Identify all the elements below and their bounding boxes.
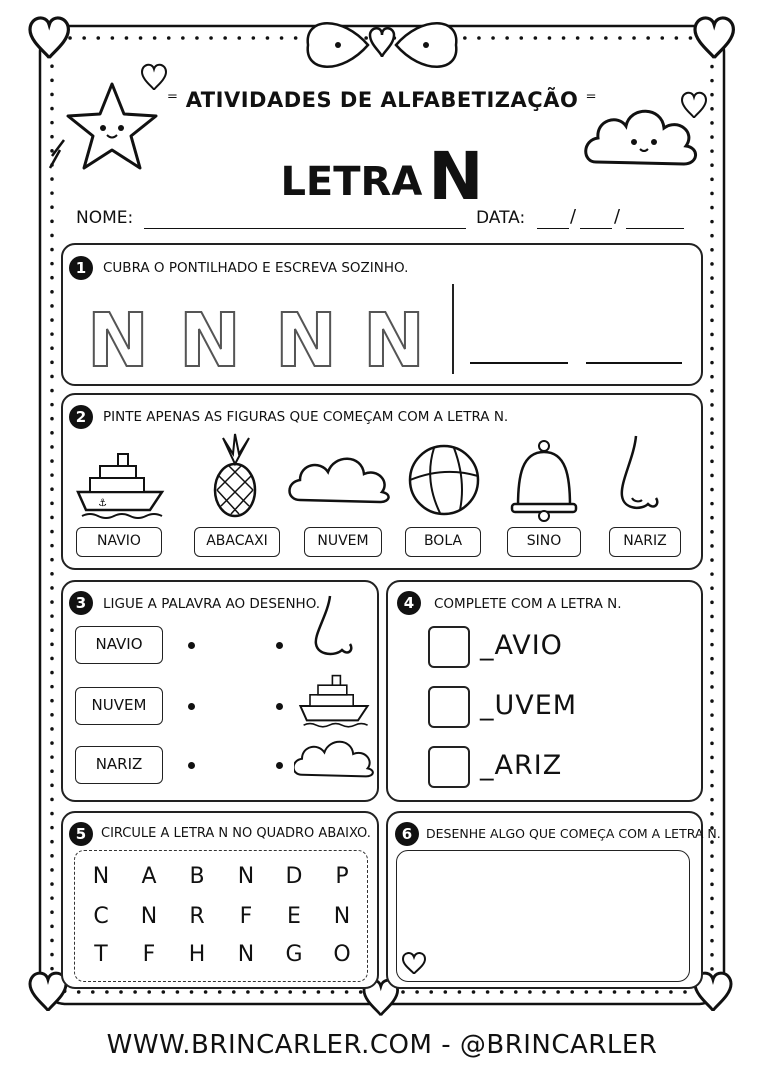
grid-letter[interactable]: N	[333, 904, 351, 929]
write-line[interactable]	[470, 362, 568, 364]
date-year-field[interactable]	[626, 228, 684, 229]
letter-heading-label: LETRA	[280, 159, 423, 205]
footer-website[interactable]: WWW.BRINCARLER.COM - @BRINCARLER	[106, 1030, 658, 1060]
complete-word: _AVIO	[480, 630, 563, 661]
match-dot[interactable]	[276, 642, 283, 649]
section-2-pictures	[70, 432, 690, 522]
grid-letter[interactable]: N	[237, 864, 255, 889]
trace-letter[interactable]: N	[363, 298, 425, 384]
match-dot[interactable]	[276, 762, 283, 769]
word-box-bola[interactable]: BOLA	[405, 527, 481, 557]
grid-letter[interactable]: C	[93, 904, 109, 929]
letter-input-box[interactable]	[428, 686, 470, 728]
match-word-navio[interactable]: NAVIO	[75, 626, 163, 664]
corner-heart-icon	[30, 18, 68, 58]
heart-icon	[402, 952, 428, 978]
date-separator: /	[570, 206, 577, 227]
grid-letter[interactable]: D	[285, 864, 303, 889]
section-2-number: 2	[69, 405, 93, 429]
bell-icon	[512, 441, 576, 521]
nose-icon	[622, 436, 657, 508]
trace-letter[interactable]: N	[87, 298, 149, 384]
grid-letter[interactable]: N	[140, 904, 158, 929]
grid-letter[interactable]: F	[239, 904, 253, 929]
section-5-title: CIRCULE A LETRA N NO QUADRO ABAIXO.	[101, 826, 371, 841]
section-3-pictures	[294, 590, 374, 790]
match-dot[interactable]	[188, 642, 195, 649]
date-day-field[interactable]	[537, 228, 569, 229]
grid-letter[interactable]: N	[92, 864, 110, 889]
section-4-title: COMPLETE COM A LETRA N.	[434, 596, 622, 612]
section-1-title: CUBRA O PONTILHADO E ESCREVA SOZINHO.	[103, 260, 409, 276]
grid-letter[interactable]: O	[333, 942, 351, 967]
name-field[interactable]	[144, 228, 466, 229]
match-word-nuvem[interactable]: NUVEM	[75, 687, 163, 725]
write-line[interactable]	[586, 362, 682, 364]
page-title-text: ATIVIDADES DE ALFABETIZAÇÃO	[185, 88, 579, 112]
grid-letter[interactable]: N	[237, 942, 255, 967]
ship-icon	[300, 676, 367, 727]
section-6-number: 6	[395, 822, 419, 846]
word-box-sino[interactable]: SINO	[507, 527, 581, 557]
grid-letter[interactable]: R	[189, 904, 205, 929]
divider	[452, 284, 454, 374]
letter-heading	[0, 138, 764, 215]
page-title: ⁼ ATIVIDADES DE ALFABETIZAÇÃO ⁼	[166, 88, 598, 112]
section-3-number: 3	[69, 591, 93, 615]
date-separator: /	[614, 206, 621, 227]
grid-letter[interactable]: A	[141, 864, 157, 889]
grid-letter[interactable]: P	[335, 864, 349, 889]
trace-letter[interactable]: N	[179, 298, 241, 384]
grid-letter[interactable]: H	[188, 942, 206, 967]
drawing-area[interactable]	[396, 850, 690, 982]
grid-letter[interactable]: B	[189, 864, 205, 889]
pineapple-icon	[215, 434, 255, 516]
section-4-number: 4	[397, 591, 421, 615]
nose-icon	[316, 596, 351, 654]
name-label: NOME:	[76, 208, 134, 228]
cloud-icon	[294, 742, 373, 777]
letter-input-box[interactable]	[428, 746, 470, 788]
small-heart-icon	[142, 65, 166, 90]
letter-heading-letter: N	[428, 138, 484, 215]
trace-letter[interactable]: N	[275, 298, 337, 384]
complete-word: _UVEM	[480, 690, 578, 721]
grid-letter[interactable]: F	[142, 942, 156, 967]
word-box-nuvem[interactable]: NUVEM	[304, 527, 382, 557]
letter-input-box[interactable]	[428, 626, 470, 668]
section-2-title: PINTE APENAS AS FIGURAS QUE COMEÇAM COM A LETRA N.	[103, 409, 509, 425]
svg-text:⚓: ⚓	[98, 498, 107, 509]
bow-icon	[308, 23, 457, 67]
section-3-title: LIGUE A PALAVRA AO DESENHO.	[103, 596, 321, 612]
grid-letter[interactable]: T	[94, 942, 108, 967]
section-6-title: DESENHE ALGO QUE COMEÇA COM A LETRA N.	[426, 826, 721, 841]
match-dot[interactable]	[188, 762, 195, 769]
grid-letter[interactable]: E	[287, 904, 301, 929]
cloud-icon	[290, 459, 389, 502]
ball-icon	[410, 446, 478, 514]
word-box-navio[interactable]: NAVIO	[76, 527, 162, 557]
match-dot[interactable]	[188, 703, 195, 710]
word-box-abacaxi[interactable]: ABACAXI	[194, 527, 280, 557]
complete-word: _ARIZ	[480, 750, 563, 781]
grid-letter[interactable]: G	[285, 942, 303, 967]
word-box-nariz[interactable]: NARIZ	[609, 527, 681, 557]
date-month-field[interactable]	[580, 228, 612, 229]
ship-icon	[78, 454, 162, 518]
match-dot[interactable]	[276, 703, 283, 710]
section-5-number: 5	[69, 822, 93, 846]
date-label: DATA:	[476, 208, 526, 228]
match-word-nariz[interactable]: NARIZ	[75, 746, 163, 784]
section-1-number: 1	[69, 256, 93, 280]
